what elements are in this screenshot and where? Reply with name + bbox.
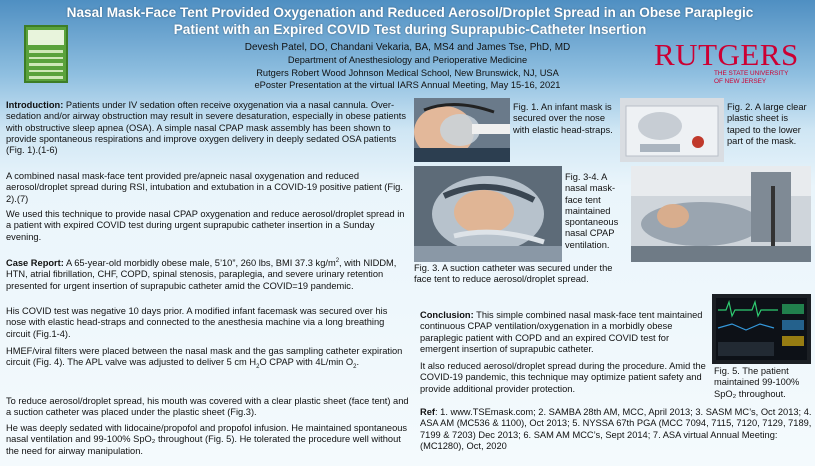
title-line-2: Patient with an Expired COVID Test during Suprapubic-Catheter Insertion — [173, 22, 647, 37]
conclusion-heading: Conclusion: — [420, 310, 474, 320]
case-paragraph-2: His COVID test was negative 10 days prior. A modified infant facemask was secured over his nose with elastic head-straps and connected to the anesthesia machine via a long breathing circuit (Fig.1-4). — [6, 306, 388, 339]
intro-heading: Introduction: — [6, 100, 64, 110]
rutgers-logo — [654, 37, 804, 85]
fig3-caption: Fig. 3. A suction catheter was secured under the face tent to reduce aerosol/droplet spread. — [414, 263, 613, 285]
case-paragraph-3: HMEF/viral filters were placed between the nasal mask and the gas sampling catheter expiration circuit (Fig. 4). The APL valve was adjusted to deliver 5 cm $H_2O$ CPAP with 4L/min $O_2$. — [6, 346, 403, 371]
fig1-caption: Fig. 1. An infant mask is secured over the nose with elastic head-straps. — [513, 102, 613, 135]
case-paragraph-1: Case Report: A 65-year-old morbidly obese male, 5’10”, 260 lbs, BMI 37.3 $kg/m^2$, with NIDDM, HTN, atrial fibrillation, CHF, COPD, spinal stenosis, paraplegia, and severe urinary retention presented for urgent insertion of suprapubic catheter amid the COVID=19 pandemic. — [6, 258, 397, 291]
fig2-photo — [620, 98, 724, 162]
author-block — [150, 42, 665, 92]
case-heading: Case Report: — [6, 258, 64, 269]
poster-title — [60, 4, 760, 38]
fig3-photo — [414, 166, 562, 262]
conclusion-paragraph-2: It also reduced aerosol/droplet spread during the procedure. Amid the COVID-19 pandemic, this technique may optimize patient safety and provide additional provider protection. — [420, 361, 706, 394]
references: Ref: 1. www.TSEmask.com; 2. SAMBA 28th AM, MCC, April 2013; 3. SASM MC’s, Oct 2013; 4. ASA AM (MC536 & 1100), Oct 2013; 5. NYSSA 67th PGA (MCC 7094, 7115, 7120, 7129, 7189, 7199 & 7203) Dec 2013; 6. SAM AM MCC’s, Sept 2014; 7. ASA virtual Annual Meeting: (MC1280), Oct, 2020 — [420, 407, 812, 451]
fig5-photo — [712, 294, 811, 364]
intro-paragraph-1: Introduction: Patients under IV sedation often receive oxygenation via a nasal cannula. Over-sedation and/or airway obstruction may result in severe desaturation, especially in obese patients with obstructive sleep apnea (OSA). A simple nasal CPAP mask assembly has been shown to provide spontaneous respirations and improve oxygen delivery in deeply sedated OSA patients (Fig. 1).(1-6) — [6, 100, 406, 156]
fig3-4-caption: Fig. 3-4. A nasal mask-face tent maintained spontaneous nasal CPAP ventilation. — [565, 172, 619, 250]
case-paragraph-4: To reduce aerosol/droplet spread, his mouth was covered with a clear plastic sheet (face tent) and a suction catheter was placed under the plastic sheet (Fig.3). — [6, 396, 409, 418]
title-line-1: Nasal Mask-Face Tent Provided Oxygenation and Reduced Aerosol/Droplet Spread in an Obese Paraplegic — [66, 5, 754, 20]
rutgers-subtitle-2: OF NEW JERSEY — [714, 77, 767, 85]
fig2-caption: Fig. 2. A large clear plastic sheet is taped to the lower part of the mask. — [727, 102, 807, 146]
book-cover-image — [24, 25, 68, 83]
rutgers-wordmark: RUTGERS — [654, 37, 799, 72]
author-names: Devesh Patel, DO, Chandani Vekaria, BA, MS4 and James Tse, PhD, MD — [244, 42, 571, 53]
case-paragraph-5: He was deeply sedated with lidocaine/propofol and propofol infusion. He maintained spontaneous nasal ventilation and 99-100% SpO₂ throughout (Fig. 5). He tolerated the procedure well without the need for airway manipulation. — [6, 423, 408, 456]
intro-paragraph-3: We used this technique to provide nasal CPAP oxygenation and reduce aerosol/droplet spread in a patient with expired COVID test during urgent suprapubic catheter insertion in a Sunday evening. — [6, 209, 405, 242]
fig4-photo — [631, 166, 811, 262]
fig1-photo — [414, 98, 510, 162]
conclusion-paragraph-1: Conclusion: This simple combined nasal mask-face tent maintained continuous CPAP ventilation/oxygenation in a morbidly obese paraplegic patient with COPD and an expired COVID test for emergent insertion of suprapubic catheter. — [420, 310, 703, 354]
meeting-line: ePoster Presentation at the virtual IARS Annual Meeting, May 15-16, 2021 — [254, 80, 561, 91]
references-heading: Ref — [420, 407, 435, 417]
fig5-caption: Fig. 5. The patient maintained 99-100% SpO₂ throughout. — [714, 366, 800, 399]
department-line: Department of Anesthesiology and Perioperative Medicine — [287, 55, 528, 66]
rutgers-subtitle-1: THE STATE UNIVERSITY — [714, 70, 789, 77]
intro-paragraph-2: A combined nasal mask-face tent provided pre/apneic nasal oxygenation and reduced aerosol/droplet spread during RSI, intubation and extubation in a COVID-19 positive patient (Fig. 2).(7) — [6, 171, 403, 204]
school-line: Rutgers Robert Wood Johnson Medical School, New Brunswick, NJ, USA — [256, 67, 559, 78]
